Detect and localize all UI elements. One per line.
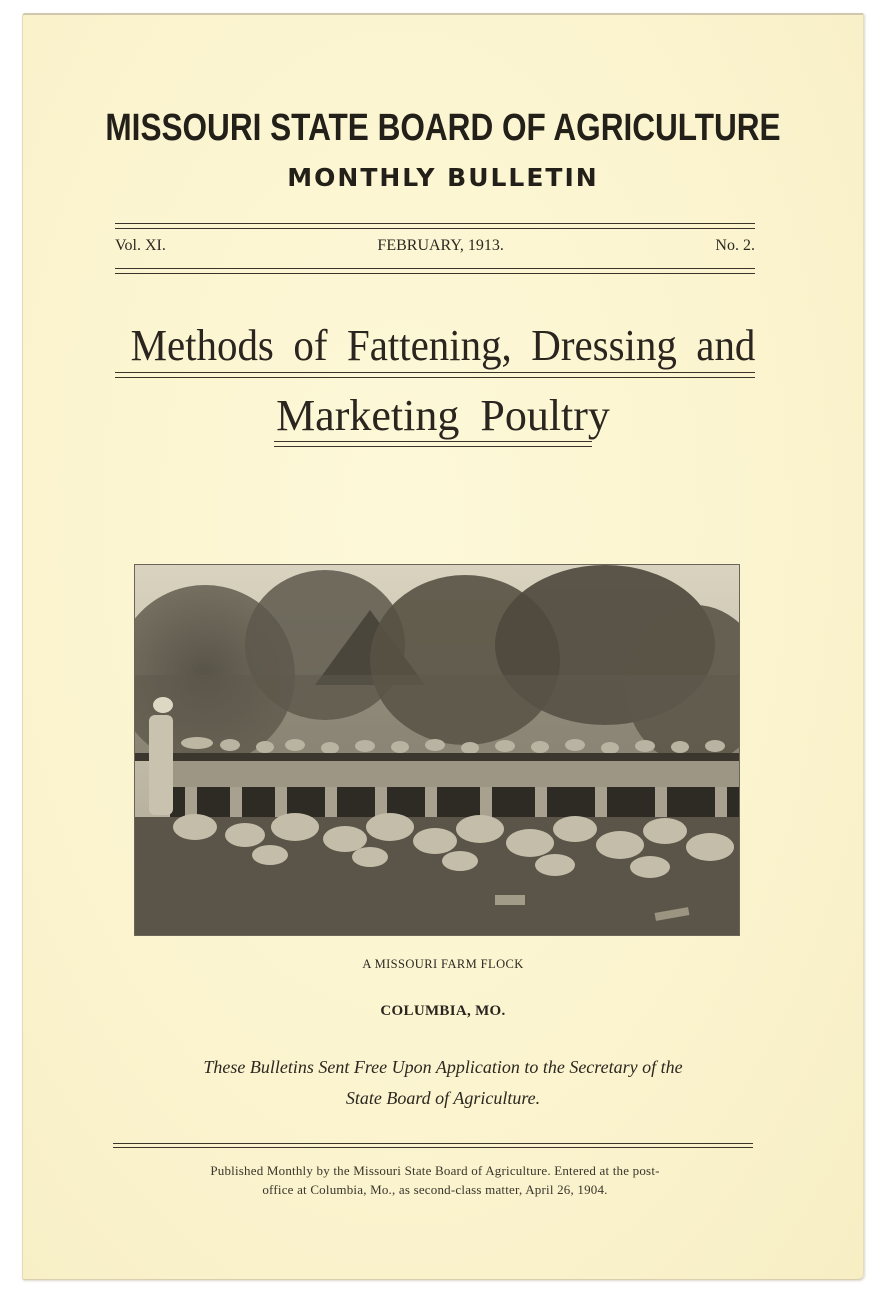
volume-label: Vol. XI. — [115, 237, 166, 254]
masthead-title: MISSOURI STATE BOARD OF AGRICULTURE — [105, 107, 781, 149]
publication-place: COLUMBIA, MO. — [380, 1003, 506, 1019]
farm-photo-illustration — [135, 565, 739, 935]
title-underline-2 — [274, 441, 592, 447]
farm-flock-photo — [134, 564, 740, 936]
rule-top — [115, 223, 755, 229]
distribution-notice — [23, 1052, 863, 1114]
issue-date: FEBRUARY, 1913. — [377, 237, 504, 254]
issue-number: No. 2. — [715, 237, 755, 254]
publication-footer — [113, 1161, 757, 1199]
publication-name: MONTHLY BULLETIN — [287, 163, 599, 192]
title-underline-1 — [115, 372, 755, 378]
article-title-line2: Marketing Poultry — [276, 391, 610, 440]
photo-caption: A MISSOURI FARM FLOCK — [362, 957, 524, 971]
notice-line-1: These Bulletins Sent Free Upon Application to the Secretary of the — [203, 1057, 683, 1077]
issue-info-row — [115, 237, 755, 255]
rule-bottom — [115, 268, 755, 274]
bulletin-cover — [22, 13, 864, 1280]
article-title-line1: Methods of Fattening, Dressing and — [130, 321, 756, 370]
notice-line-2: State Board of Agriculture. — [345, 1088, 541, 1108]
footer-line-2: office at Columbia, Mo., as second-class matter, April 26, 1904. — [262, 1182, 608, 1197]
footer-line-1: Published Monthly by the Missouri State Board of Agriculture. Entered at the post- — [210, 1163, 660, 1178]
footer-rule — [113, 1143, 753, 1148]
